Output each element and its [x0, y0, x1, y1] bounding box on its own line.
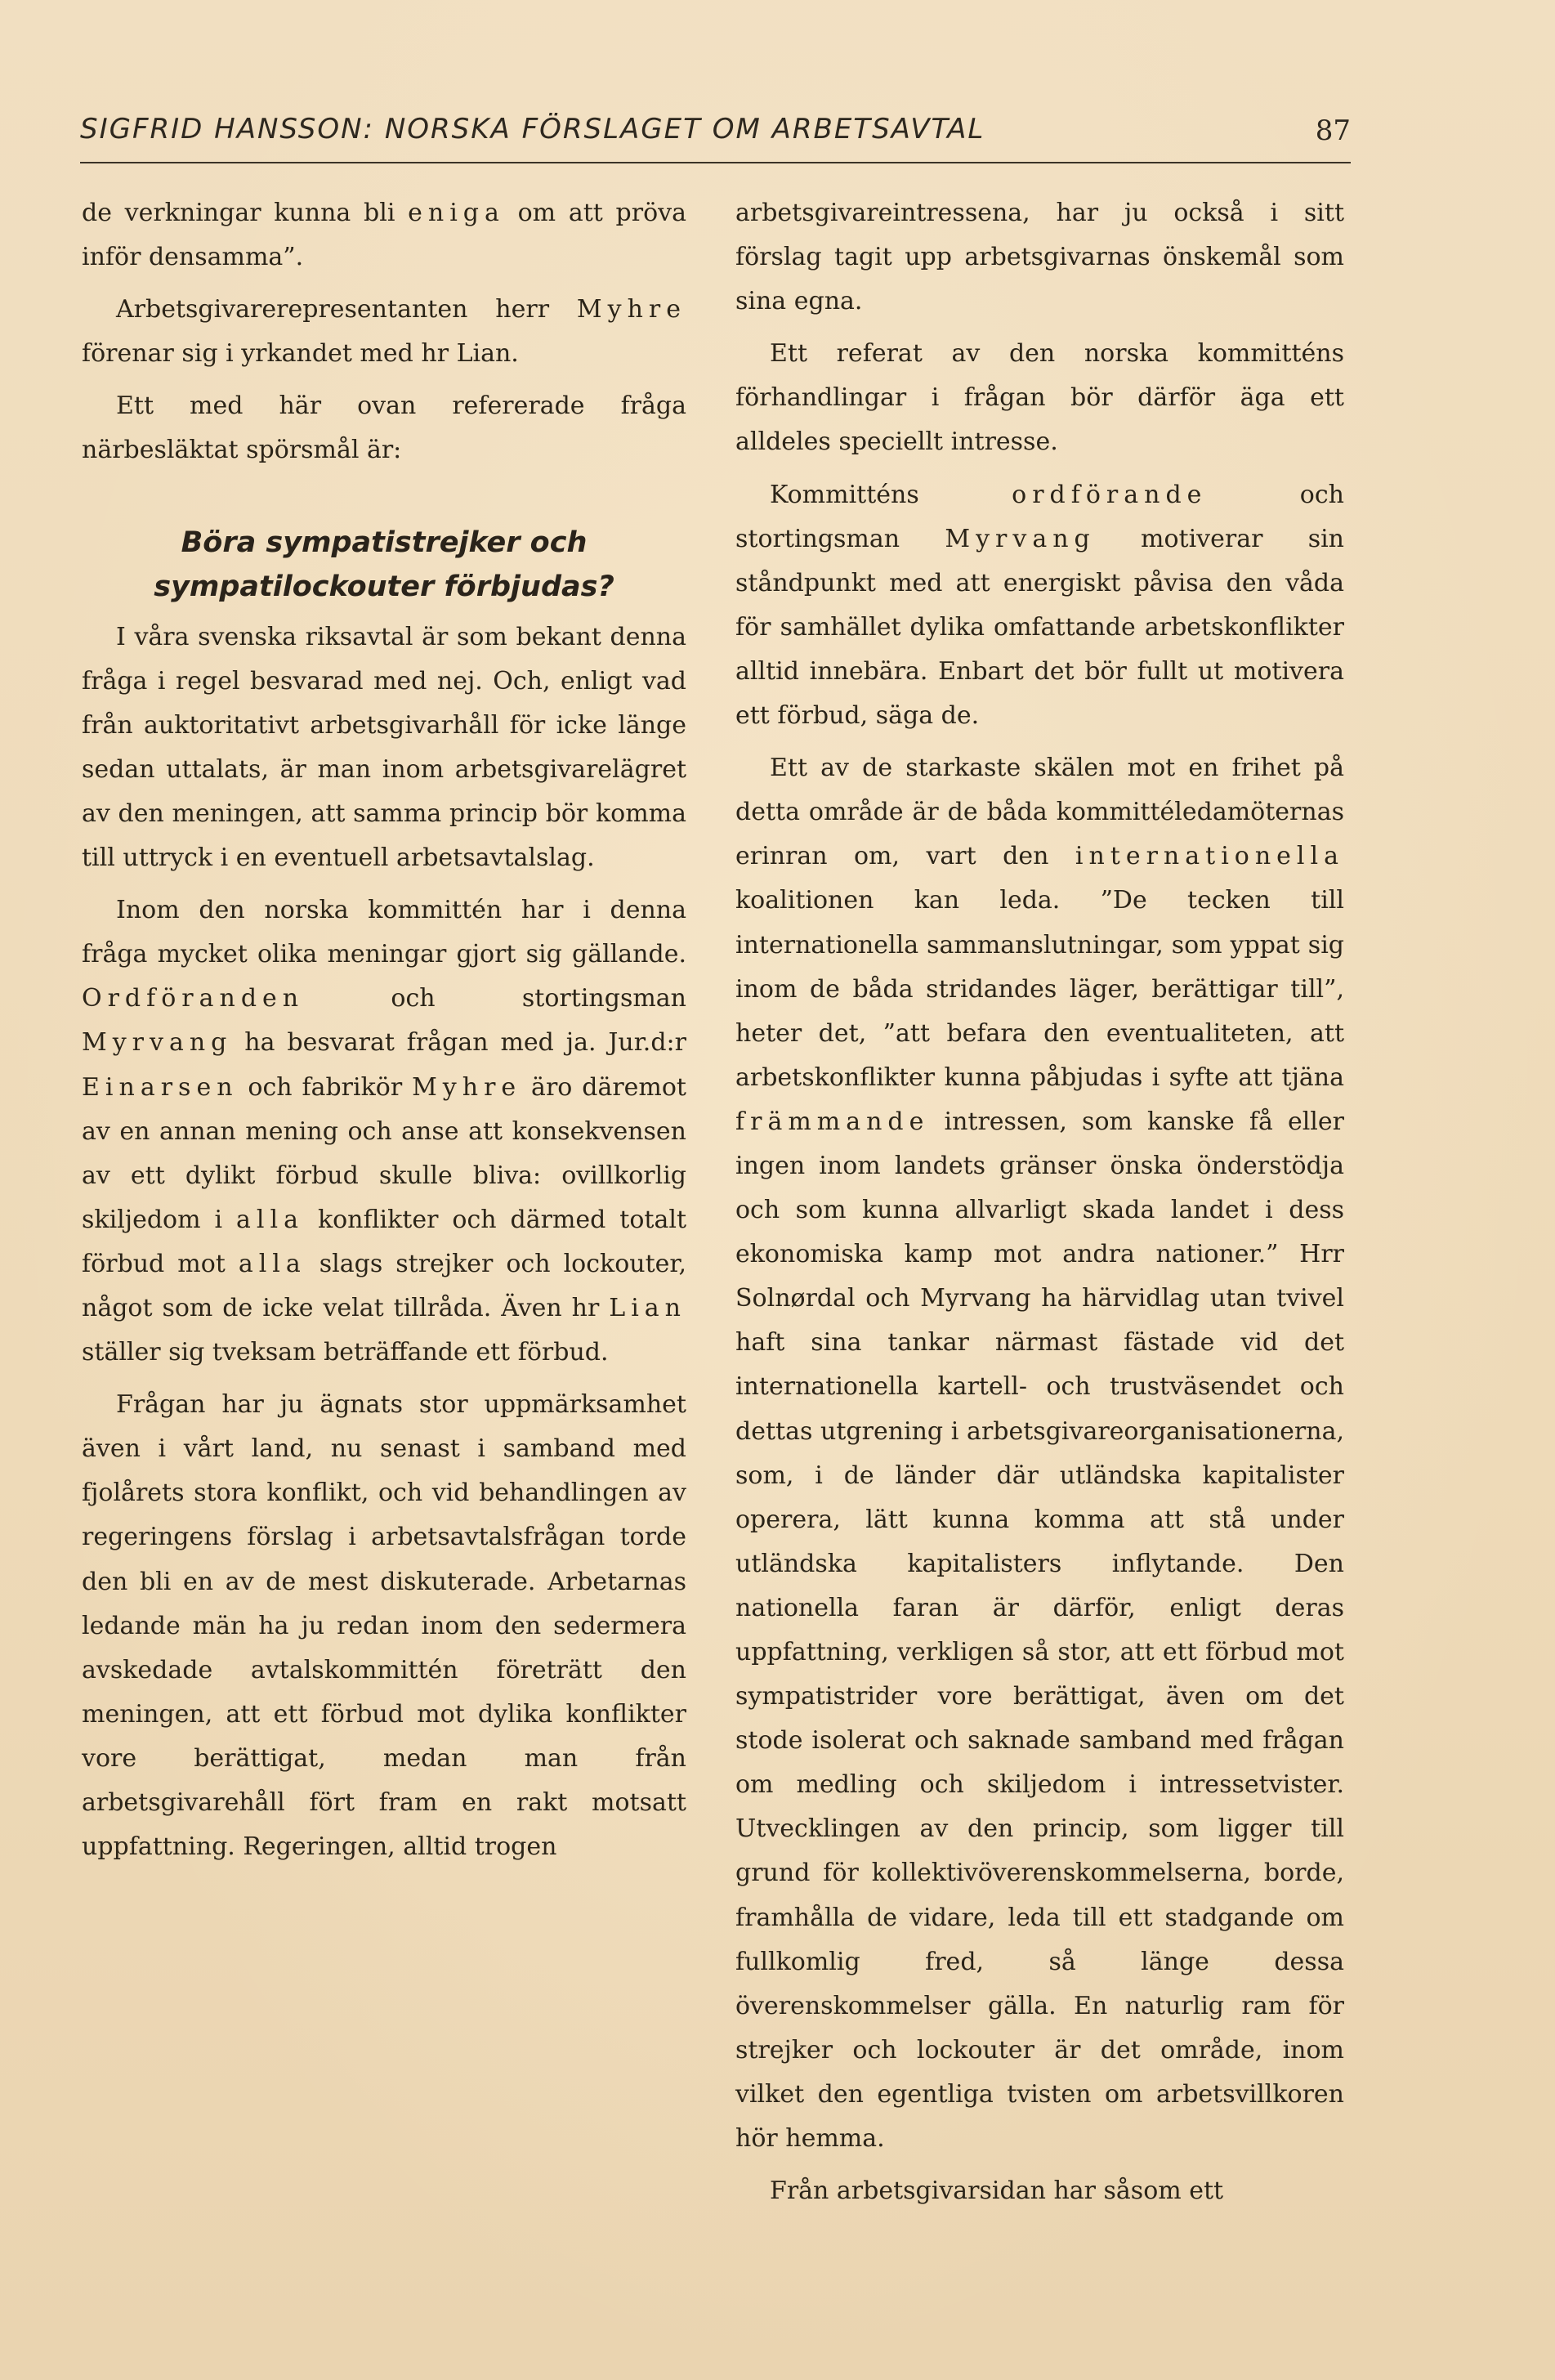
paragraph: Från arbetsgivarsidan har såsom ett: [770, 2176, 1224, 2206]
paragraph: Ett av de starkaste skälen mot en frihet på detta område är de båda kommittéledamöternas erinran om, vart den internationella koalitionen kan leda. ”De tecken till internationella sammanslutningar, som yppat sig inom de båda stridandes läger, berättigar till”, heter det, ”att befara den eventualiteten, att arbetskonflikter kunna påbjudas i syfte att tjäna främmande intressen, som kanske få eller ingen inom landets gränser önska önderstödja och som kunna allvarligt skada landet i dess ekonomiska kamp mot andra nationer.” Hrr Solnørdal och Myrvang ha härvidlag utan tvivel haft sina tankar närmast fästade vid det internationella kartell- och trustväsendet och dettas utgrening i arbetsgivareorganisationerna, som, i de länder där utländska kapitalister operera, lätt kunna komma att stå under utländska kapitalisters inflytande. Den nationella faran är därför, enligt deras uppfattning, verkligen så stor, att ett förbud mot sympatistrider vore berättigat, även om det stode isolerat och saknade samband med frågan om medling och skiljedom i intressetvister. Utvecklingen av den princip, som ligger till grund för kollektivöverenskommelserna, borde, framhålla de vidare, leda till ett stadgande om fullkomlig fred, så länge dessa överenskommelser gälla. En naturlig ram för strejker och lockouter är det område, inom vilket den egentliga tvisten om arbetsvillkoren hör hemma.: [735, 754, 1344, 2154]
section-heading: Böra sympatistrejker och sympatilockouter förbjudas?: [154, 526, 614, 603]
paragraph: Arbetsgivarerepresentanten herr Myhre förenar sig i yrkandet med hr Lian.: [82, 295, 686, 369]
left-column: [82, 191, 686, 1877]
paragraph: de verkningar kunna bli eniga om att pröva inför densamma”.: [82, 199, 686, 272]
paragraph: I våra svenska riksavtal är som bekant denna fråga i regel besvarad med nej. Och, enligt vad från auktoritativt arbetsgivarhåll för icke länge sedan uttalats, är man inom arbetsgivarelägret av den meningen, att samma princip bör komma till uttryck i en eventuell arbetsavtalslag.: [82, 622, 686, 873]
paragraph: arbetsgivareintressena, har ju också i sitt förslag tagit upp arbetsgivarnas önskemål som sina egna.: [735, 199, 1344, 316]
paragraph: Frågan har ju ägnats stor uppmärksamhet även i vårt land, nu senast i samband med fjolårets stora konflikt, och vid behandlingen av regeringens förslag i arbetsavtalsfrågan torde den bli en av de mest diskuterade. Arbetarnas ledande män ha ju redan inom den sedermera avskedade avtalskommittén företrätt den meningen, att ett förbud mot dylika konflikter vore berättigat, medan man från arbetsgivarehåll fört fram en rakt motsatt uppfattning. Regeringen, alltid trogen: [82, 1390, 686, 1862]
running-header: [80, 113, 1351, 163]
paragraph: Inom den norska kommittén har i denna fråga mycket olika meningar gjort sig gällande. Ordföranden och stortingsman Myrvang ha besvarat frågan med ja. Jur.d:r Einarsen och fabrikör Myhre äro däremot av en annan mening och anse att konsekvensen av ett dylikt förbud skulle bliva: ovillkorlig skiljedom i alla konflikter och därmed totalt förbud mot alla slags strejker och lockouter, något som de icke velat tillråda. Även hr Lian ställer sig tveksam beträffande ett förbud.: [82, 896, 687, 1367]
paragraph: Ett referat av den norska kommitténs förhandlingar i frågan bör därför äga ett alldeles speciellt intresse.: [735, 339, 1344, 457]
right-column: [735, 191, 1344, 2221]
paragraph: Kommitténs ordförande och stortingsman Myrvang motiverar sin ståndpunkt med att energiskt påvisa den våda för samhället dylika omfattande arbetskonflikter alltid innebära. Enbart det bör fullt ut motivera ett förbud, säga de.: [735, 480, 1345, 731]
paragraph: Ett med här ovan refererade fråga närbesläktat spörsmål är:: [82, 391, 686, 465]
page-number: 87: [1315, 114, 1351, 147]
running-title: SIGFRID HANSSON: NORSKA FÖRSLAGET OM ARBETSAVTAL: [80, 113, 985, 145]
